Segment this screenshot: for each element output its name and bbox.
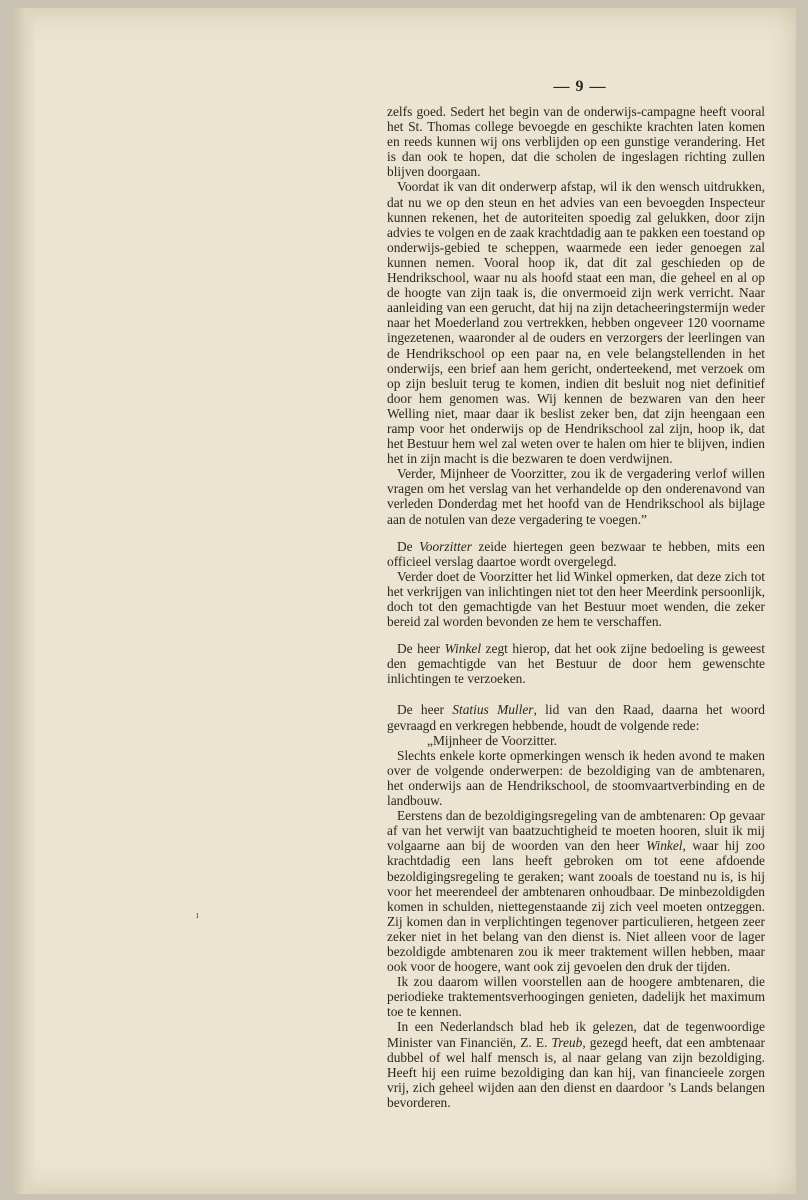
text-run: In een Nederlandsch blad heb ik gelezen, dat de tegenwoordige Minister van Financiën, Z. E. [387,1019,765,1050]
paragraph-p4 [387,539,765,569]
paragraph-p3 [387,466,765,526]
page-binding-edge [10,8,36,1194]
text-run: zeide hiertegen geen bezwaar te hebben, mits een officieel verslag daartoe wordt overgelegd. [387,538,765,569]
paragraph-p7 [387,702,765,732]
text-run: Ik zou daarom willen voorstellen aan de hoogere ambtenaren, die periodieke traktementsverhoogingen genieten, dadelijk het maximum toe te kennen. [387,974,765,1020]
paragraph-p11 [387,974,765,1019]
paragraph-p5 [387,569,765,629]
text-run: De heer [397,641,445,657]
paragraph-p9 [387,748,765,808]
text-run: Verder, Mijnheer de Voorzitter, zou ik de vergadering verlof willen vragen om het verslag van het verhandelde op den onderenavond van verleden Donderdag met het hoofd van de Hendrikschool als bijlage aan de notulen van deze vergadering te voegen.” [387,466,765,527]
paragraph-p8 [387,733,765,748]
text-run: De [397,538,420,554]
document-page [10,8,796,1194]
italic-name: Voorzitter [419,538,472,554]
text-run: zegt hierop, dat het ook zijne bedoeling is geweest den gemachtigde van het Bestuur de door hem gewenschte inlichtingen te verzoeken. [387,641,765,687]
margin-mark: ı [196,910,199,921]
italic-name: Statius Muller [452,702,534,718]
italic-name: Winkel [444,641,482,657]
text-run: „Mijnheer de Voorzitter. [427,732,558,748]
paragraph-p1 [387,104,765,179]
text-column [387,104,765,1110]
italic-name: Winkel [646,838,683,854]
text-run: De heer [397,702,453,718]
text-run: , waar hij zoo krachtdadig een lans heeft gebroken om tot eene afdoende bezoldigingsregeling te geraken; want zooals de toestand nu is, is hij voor het meerendeel der ambtenaren onhoudbaar. De minbezoldigden komen in schulden, niettegenstaande zij zich veel moeten ontzeggen. Zij komen dan in verplichtingen tegenover particulieren, hetgeen zeer zeker niet in het belang van den dienst is. Niet alleen voor de lager bezoldigde ambtenaren zou ik meer traktement willen hebben, maar ook voor de hoogere, want ook zij gevoelen den druk der tijden. [387,838,765,975]
italic-name: Treub [551,1034,583,1050]
text-run: , gezegd heeft, dat een ambtenaar dubbel of wel half mensch is, al naar gelang van zijn bezoldiging. Heeft hij een ruime bezoldiging dan kan hij, van financieele zorgen vrij, zich geheel wijden aan den dienst en daardoor ’s Lands belangen bevorderen. [387,1034,766,1110]
text-run: Verder doet de Voorzitter het lid Winkel opmerken, dat deze zich tot het verkrijgen van inlichtingen niet tot den heer Meerdink persoonlijk, doch tot den gemachtigde van het Bestuur moet wenden, die zeker bereid zal worden bevonden ze hem te verschaffen. [387,568,765,630]
paragraph-p12 [387,1019,765,1110]
text-run: Voordat ik van dit onderwerp afstap, wil ik den wensch uitdrukken, dat nu we op den steun en het advies van een bevoegden Inspecteur kunnen rekenen, het de autoriteiten spoedig zal gelukken, door zijn advies te volgen en de zaak krachtdadig aan te pakken een toestand op onderwijs-gebied te scheppen, waarmede een ieder genoegen zal kunnen nemen. Vooral hoop ik, dat dit zal geschieden op de Hendrikschool, waar nu als hoofd staat een man, die geheel en al op de hoogte van zijn taak is, die onvermoeid zijn werk verricht. Naar aanleiding van een gerucht, dat hij na zijn detacheeringstermijn weder naar het Moederland zou vertrekken, hebben ongeveer 120 voorname ingezetenen, waaronder al de ouders en verzorgers der leerlingen van de Hendrikschool op een paar na, en vele belangstellenden in het onderwijs, een brief aan hem gericht, onderteekend, met verzoek om op zijn besluit terug te komen, indien dit besluit nog niet definitief door hem genomen was. Wij kennen de bezwaren van den heer Welling niet, maar daar ik beslist zeker ben, dat zijn heengaan een ramp voor het onderwijs op de Hendrikschool zal zijn, hoop ik, dat het Bestuur hem wel zal weten over te halen om hier te blijven, indien het in zijn macht is die bezwaren te doen verdwijnen. [387,179,765,467]
text-run: , lid van den Raad, daarna het woord gevraagd en verkregen hebbende, houdt de volgende rede: [387,702,765,733]
paragraph-p10 [387,808,765,974]
text-run: Slechts enkele korte opmerkingen wensch ik heden avond te maken over de volgende onderwerpen: de bezoldiging van de ambtenaren, het onderwijs aan de Hendrikschool, de stoomvaartverbinding en de landbouw. [387,747,765,809]
paragraph-p6 [387,641,765,686]
paragraph-p2 [387,179,765,466]
text-run: Eerstens dan de bezoldigingsregeling van de ambtenaren: Op gevaar af van het verwijt van baatzuchtigheid te moeten hooren, sluit ik mij volgaarne aan bij de woorden van den heer [387,808,765,854]
text-run: zelfs goed. Sedert het begin van de onderwijs-campagne heeft vooral het St. Thomas college bevoegde en geschikte krachten laten komen en reeds kunnen wij ons verblijden op een gunstige verandering. Het is dan ook te hopen, dat die scholen de ingeslagen richting zullen blijven doorgaan. [387,104,765,180]
page-number: — 9 — [553,78,607,95]
